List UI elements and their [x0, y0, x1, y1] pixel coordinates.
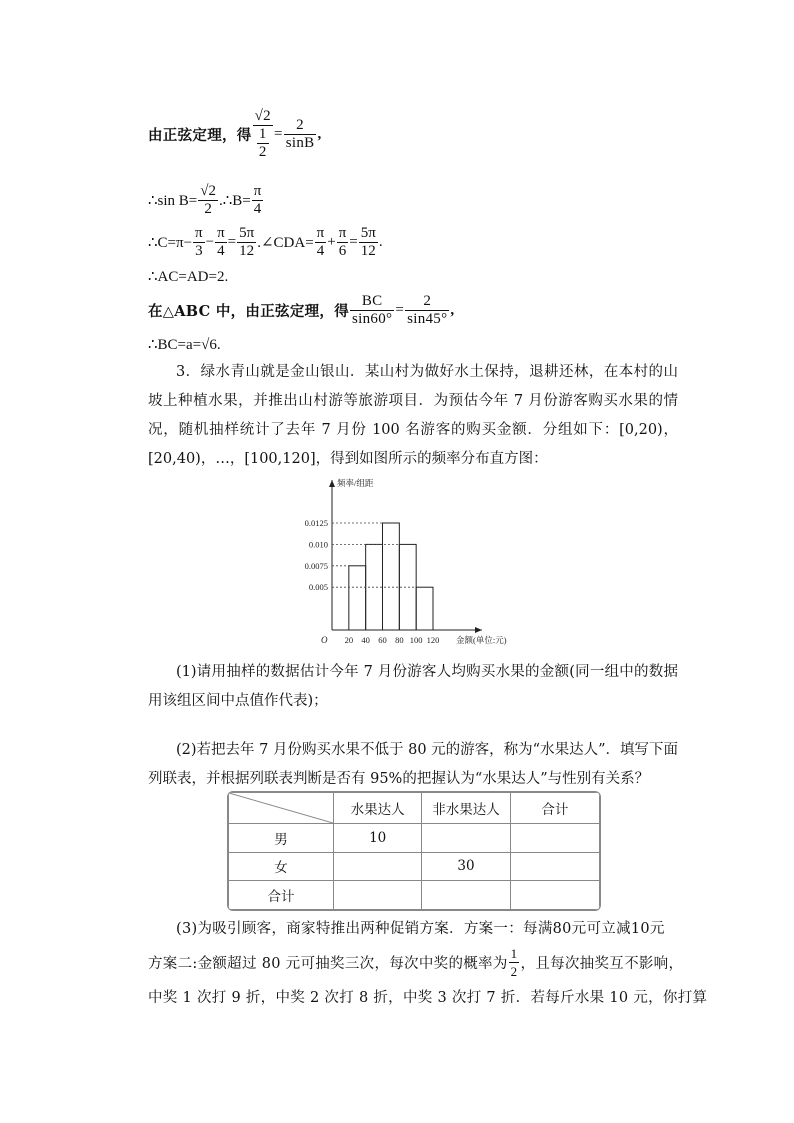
x-tick-label: 80 [395, 635, 404, 645]
question-3-line-3: 中奖 1 次打 9 折，中奖 2 次打 8 折，中奖 3 次打 7 折．若每斤水果 10 元，你打算 [148, 990, 708, 1006]
solution-line-1 [148, 104, 322, 164]
diagonal-line [229, 793, 333, 823]
y-axis-arrow [329, 480, 335, 487]
problem-3-intro: 3．绿水青山就是金山银山．某山村为做好水土保持，退耕还林，在本村的山坡上种植水果，并推出山村游等旅游项目．为预估今年 7 月份游客购买水果的情况，随机抽样统计了去年 7 月份 100 名游客的购买金额．分组如下：[0,20)，[20,40)，…，[100,120]，得到如图所示的频率分布直方图： [148, 364, 678, 467]
fraction-2-over-sinB [284, 117, 317, 152]
x-axis-label: 金额(单位:元) [456, 635, 507, 645]
table-header-row [229, 793, 600, 824]
table-cell [334, 852, 422, 881]
equals-sign: = [349, 233, 358, 250]
question-3-line-2 [148, 942, 683, 982]
fraction-denominator: sin60° [352, 310, 393, 327]
fraction-denominator: 3 [195, 242, 203, 259]
plan-two-suffix: ，且每次抽奖互不影响， [520, 955, 684, 972]
sine-law-prefix: 由正弦定理，得 [148, 126, 252, 144]
histogram-bar [349, 566, 366, 630]
equals-sign: = [395, 301, 405, 318]
x-tick-label: 20 [344, 635, 354, 645]
half-numerator: 1 [258, 125, 267, 142]
fraction-numerator: π [338, 224, 347, 241]
table-row [229, 824, 600, 853]
table-corner-cell [229, 793, 334, 824]
fraction-numerator: 2 [405, 293, 449, 311]
fraction-sqrt2-over-half [253, 108, 273, 161]
table-cell [510, 852, 599, 881]
fraction-pi-over-4 [315, 225, 327, 260]
fraction-numerator: 5π [360, 224, 376, 241]
table-row-label: 合计 [229, 881, 334, 910]
fraction-numerator: 1 [510, 945, 518, 961]
solution-line-4: ∴AC=AD=2. [148, 269, 229, 285]
frequency-histogram [290, 468, 540, 648]
solution-line-2 [148, 180, 264, 220]
table-cell [334, 881, 422, 910]
fraction-denominator: 4 [253, 200, 262, 217]
solution-line-5 [148, 290, 454, 330]
fraction-numerator: π [253, 182, 262, 199]
y-tick-label: 0.005 [308, 582, 328, 593]
fraction-denominator: 2 [204, 200, 212, 217]
fraction-5pi-over-12 [359, 225, 378, 260]
table-cell [510, 824, 599, 853]
fraction-sqrt2-over-2 [198, 183, 218, 218]
fraction-denominator: 6 [338, 242, 347, 259]
plan-two-prefix: 方案二:金额超过 80 元可抽奖三次，每次中奖的概率为 [148, 955, 508, 972]
table-cell [510, 881, 599, 910]
fraction-denominator: 4 [217, 242, 225, 259]
fraction-denominator: 12 [239, 242, 255, 259]
fraction-numerator: π [195, 224, 203, 241]
sinB-label: ∴sin B= [148, 192, 198, 209]
half-fraction [257, 126, 269, 161]
plus-sign: + [327, 233, 336, 250]
fraction-pi-over-6 [337, 225, 349, 260]
solution-line-6: ∴BC=a=√6. [148, 337, 221, 353]
fraction-numerator: 5π [239, 224, 255, 241]
equals-sign: = [227, 233, 237, 250]
triangle-sine-law-prefix: 在△ABC 中，由正弦定理，得 [148, 302, 350, 320]
fraction-numerator: π [316, 224, 325, 241]
x-tick-label: 100 [409, 635, 423, 645]
fraction-numerator: π [217, 224, 225, 241]
histogram-bar [416, 587, 433, 630]
table-cell: 10 [334, 824, 422, 853]
fraction-denominator: 2 [510, 963, 518, 979]
x-axis-arrow [475, 627, 482, 633]
angle-CDA-equals: .∠CDA= [257, 234, 314, 251]
period: . [378, 233, 383, 250]
equals-sign: = [273, 125, 283, 142]
table-cell: 30 [422, 852, 510, 881]
table-cell [422, 881, 510, 910]
table-row-label: 女 [229, 852, 334, 881]
table-row-label: 男 [229, 824, 334, 853]
solution-line-3 [148, 222, 383, 262]
fraction-pi-over-3 [193, 225, 205, 260]
comma: , [450, 301, 455, 318]
table-header-cell: 非水果达人 [422, 793, 510, 824]
table-row [229, 881, 600, 910]
fraction-denominator: 12 [360, 242, 376, 259]
y-tick-label: 0.0125 [304, 518, 328, 528]
C-equals: ∴C=π− [148, 234, 193, 251]
question-3-line-1: (3)为吸引顾客，商家特推出两种促销方案．方案一：每满80元可立减10元 [176, 921, 665, 937]
histogram-bar [383, 523, 400, 630]
B-equals: .∴B= [219, 192, 251, 209]
table-header-cell: 水果达人 [334, 793, 422, 824]
y-tick-label: 0.0075 [304, 560, 328, 571]
fraction-denominator: sin45° [407, 310, 448, 327]
fraction-2-over-sin45 [405, 293, 449, 328]
question-1: (1)请用抽样的数据估计今年 7 月份游客人均购买水果的金额(同一组中的数据用该组区间中点值作代表)； [148, 664, 678, 709]
y-axis-label: 频率/组距 [337, 478, 374, 488]
table-row [229, 852, 600, 881]
fraction-denominator: sinB [285, 134, 315, 151]
table-header-cell: 合计 [510, 793, 599, 824]
origin-label: O [321, 635, 328, 645]
fraction-numerator: √2 [254, 107, 271, 124]
comma: , [317, 125, 322, 142]
fraction-numerator: 2 [284, 117, 317, 135]
fraction-numerator: BC [350, 293, 394, 311]
contingency-table [227, 791, 601, 911]
fraction-pi-over-4 [215, 225, 227, 260]
minus-sign: − [205, 233, 215, 250]
half-denominator: 2 [258, 143, 267, 160]
fraction-one-half [509, 945, 520, 980]
x-tick-label: 120 [426, 635, 440, 645]
fraction-denominator [253, 126, 273, 161]
fraction-denominator: 4 [316, 242, 325, 259]
fraction-pi-over-4 [252, 183, 264, 218]
table-cell [422, 824, 510, 853]
question-2: (2)若把去年 7 月份购买水果不低于 80 元的游客，称为“水果达人”．填写下面列联表，并根据列联表判断是否有 95%的把握认为“水果达人”与性别有关系？ [148, 742, 678, 787]
y-tick-label: 0.010 [308, 539, 328, 550]
fraction-BC-over-sin60 [350, 293, 394, 328]
fraction-numerator: √2 [200, 182, 216, 199]
x-tick-label: 60 [378, 635, 387, 645]
fraction-5pi-over-12 [237, 225, 256, 260]
x-tick-label: 40 [361, 635, 370, 645]
